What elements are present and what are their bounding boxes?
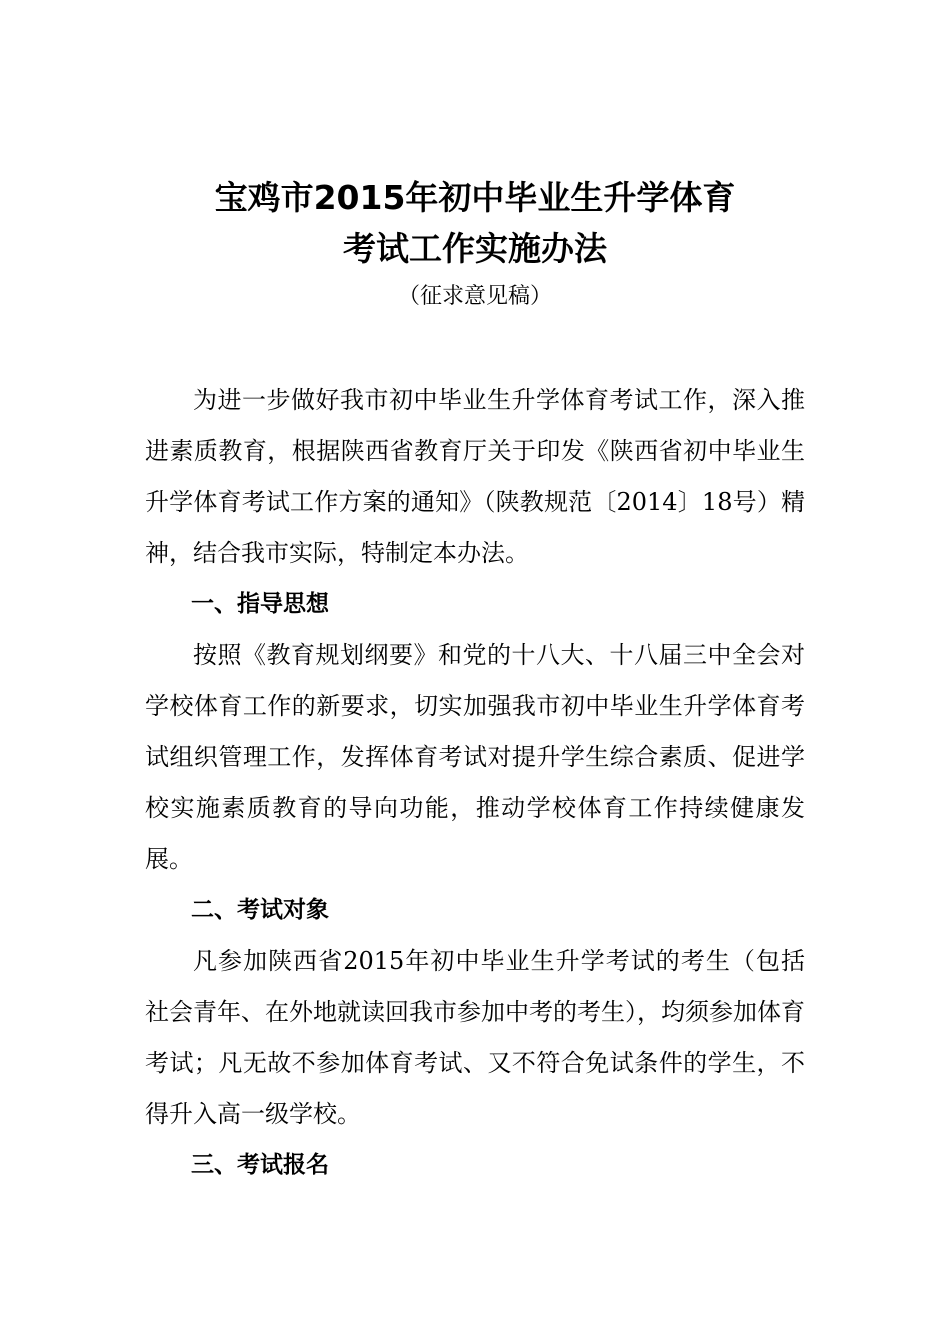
document-subtitle: （征求意见稿）	[397, 284, 552, 309]
document-title-line2: 考试工作实施办法	[343, 229, 607, 268]
section-heading-exam-registration: 三、考试报名	[191, 1152, 329, 1178]
intro-paragraph: 为进一步做好我市初中毕业生升学体育考试工作，深入推进素质教育，根据陕西省教育厅关于印发《陕西省初中毕业生升学体育考试工作方案的通知》（陕教规范〔2014〕18号）精神，结合我市实际，特制定本办法。	[145, 386, 805, 567]
section-text-guiding-ideology: 按照《教育规划纲要》和党的十八大、十八届三中全会对学校体育工作的新要求，切实加强我市初中毕业生升学体育考试组织管理工作，发挥体育考试对提升学生综合素质、促进学校实施素质教育的导向功能，推动学校体育工作持续健康发展。	[145, 641, 805, 873]
section-heading-exam-candidates: 二、考试对象	[191, 897, 329, 923]
section-heading-guiding-ideology: 一、指导思想	[191, 591, 329, 617]
document-body	[145, 375, 805, 1191]
document-title-line1: 宝鸡市2015年初中毕业生升学体育	[214, 178, 736, 217]
section-text-exam-candidates: 凡参加陕西省2015年初中毕业生升学考试的考生（包括社会青年、在外地就读回我市参加中考的考生），均须参加体育考试；凡无故不参加体育考试、又不符合免试条件的学生，不得升入高一级学校。	[145, 947, 805, 1128]
